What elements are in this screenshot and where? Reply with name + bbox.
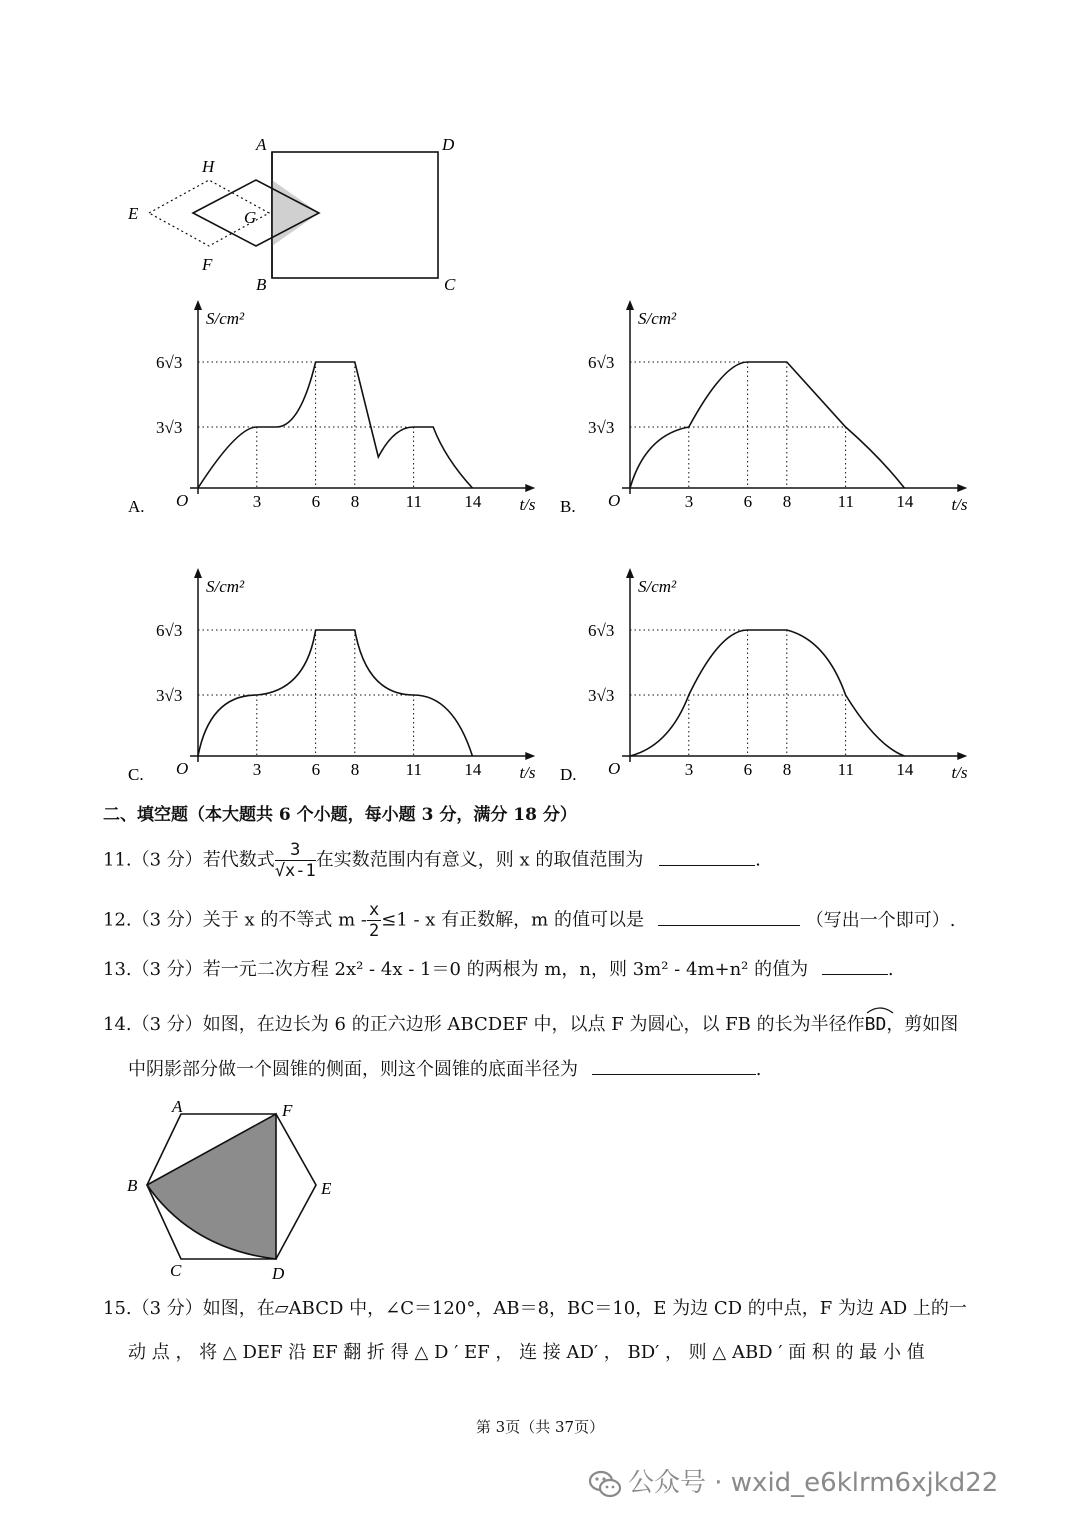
origin-label: O <box>176 491 189 510</box>
q11-fraction <box>275 840 316 881</box>
q12-answer-blank[interactable] <box>658 909 800 926</box>
shaded-sector <box>147 1114 276 1259</box>
x-tick-label: 11 <box>405 760 422 779</box>
x-tick-label: 6 <box>743 760 753 779</box>
x-axis-label: t/s <box>951 495 968 514</box>
x-tick-label: 14 <box>464 760 482 779</box>
x-tick-label: 8 <box>782 760 792 779</box>
x-axis-arrow-icon <box>525 752 535 760</box>
x-tick-label: 11 <box>837 492 854 511</box>
graph-svg-B <box>552 296 972 526</box>
arc-symbol-icon <box>865 1006 895 1014</box>
y-tick-label: 6√3 <box>156 353 183 372</box>
q14-arc-bd: BD <box>865 1010 887 1036</box>
graph-option-D <box>552 564 972 794</box>
option-label: B. <box>560 497 576 516</box>
section-heading: 二、填空题（本大题共 6 个小题，每小题 3 分，满分 18 分） <box>103 805 577 825</box>
y-axis-label: S/cm² <box>206 309 245 328</box>
q12-frac-num: x <box>369 900 380 920</box>
label-D: D <box>442 135 455 154</box>
y-tick-label: 3√3 <box>588 686 615 705</box>
x-tick-label: 8 <box>782 492 792 511</box>
label-G: G <box>244 208 257 227</box>
q13-answer-blank[interactable] <box>822 958 888 975</box>
y-tick-label: 3√3 <box>588 418 615 437</box>
x-tick-label: 3 <box>252 760 262 779</box>
x-tick-label: 3 <box>684 760 694 779</box>
y-tick-label: 6√3 <box>588 353 615 372</box>
x-tick-label: 14 <box>896 760 914 779</box>
question-15-line1: 15.（3 分）如图，在▱ABCD 中，∠C＝120°，AB＝8，BC＝10，E 为边 CD 的中点，F 为边 AD 上的一 <box>103 1298 967 1319</box>
series-curve-D <box>630 630 904 756</box>
y-axis-arrow-icon <box>194 300 202 310</box>
q11-suffix: 在实数范围内有意义，则 x 的取值范围为 <box>315 849 644 871</box>
label-E: E <box>128 204 139 223</box>
q13-text: 13.（3 分）若一元二次方程 2x² - 4x - 1＝0 的两根为 m，n，则 3m² - 4m+n² 的值为 <box>103 959 809 980</box>
option-label: A. <box>128 497 145 516</box>
watermark <box>588 1462 998 1499</box>
y-axis-arrow-icon <box>194 568 202 578</box>
y-axis-label: S/cm² <box>638 577 677 596</box>
wechat-icon <box>588 1469 622 1499</box>
q11-prefix: 11.（3 分）若代数式 <box>103 849 275 871</box>
y-axis-label: S/cm² <box>206 577 245 596</box>
figure-rectangle-rhombus <box>120 130 480 300</box>
graph-option-C <box>120 564 540 794</box>
x-tick-label: 11 <box>837 760 854 779</box>
option-label: C. <box>128 765 144 784</box>
label-A: A <box>256 135 267 154</box>
label-F: F <box>202 255 213 274</box>
option-label: D. <box>560 765 577 784</box>
q11-answer-blank[interactable] <box>659 849 755 866</box>
hex-label-A: A <box>172 1097 183 1116</box>
q11-frac-num: 3 <box>275 840 316 861</box>
q13-end: . <box>887 959 894 980</box>
graph-option-A <box>120 296 540 526</box>
q14-line1-end: ，剪如图 <box>886 1014 959 1035</box>
y-axis-label: S/cm² <box>638 309 677 328</box>
shaded-region <box>272 180 319 246</box>
q14-line1: 14.（3 分）如图，在边长为 6 的正六边形 ABCDEF 中，以点 F 为圆心，以 FB 的长为半径作 <box>103 1014 865 1035</box>
x-axis-arrow-icon <box>957 484 967 492</box>
graph-svg-A <box>120 296 540 526</box>
series-curve-C <box>198 630 472 756</box>
y-axis-arrow-icon <box>626 300 634 310</box>
hex-label-E: E <box>321 1179 332 1198</box>
hex-label-D: D <box>272 1264 285 1283</box>
q14-line2: 中阴影部分做一个圆锥的侧面，则这个圆锥的底面半径为 <box>128 1059 578 1080</box>
question-12 <box>103 900 955 941</box>
origin-label: O <box>608 759 621 778</box>
series-curve-A <box>198 362 472 488</box>
x-axis-arrow-icon <box>957 752 967 760</box>
hex-label-B: B <box>127 1176 138 1195</box>
graph-option-B <box>552 296 972 526</box>
x-tick-label: 6 <box>743 492 753 511</box>
page-footer: 第 3页（共 37页） <box>475 1418 605 1436</box>
figure-hexagon <box>120 1092 350 1288</box>
x-axis-arrow-icon <box>525 484 535 492</box>
x-tick-label: 14 <box>464 492 482 511</box>
y-axis-arrow-icon <box>626 568 634 578</box>
label-C: C <box>444 275 456 294</box>
graph-svg-C <box>120 564 540 794</box>
q14-end: . <box>755 1059 762 1080</box>
q14-answer-blank[interactable] <box>592 1058 756 1075</box>
series-curve-B <box>630 362 904 488</box>
origin-label: O <box>608 491 621 510</box>
label-B: B <box>256 275 267 294</box>
x-tick-label: 6 <box>311 760 321 779</box>
x-tick-label: 6 <box>311 492 321 511</box>
x-tick-label: 8 <box>350 760 360 779</box>
x-axis-label: t/s <box>951 763 968 782</box>
q12-frac-den: 2 <box>369 921 380 941</box>
label-H: H <box>202 157 215 176</box>
q11-end: . <box>755 849 761 871</box>
question-14-line1 <box>103 1010 958 1036</box>
question-15-line2: 动 点 ， 将 △ DEF 沿 EF 翻 折 得 △ D ′ EF ， 连 接 AD′ ， BD′ ， 则 △ ABD ′ 面 积 的 最 小 值 <box>128 1342 925 1363</box>
q11-frac-den: √x-1 <box>274 861 316 881</box>
x-tick-label: 11 <box>405 492 422 511</box>
hex-label-F: F <box>282 1101 293 1120</box>
question-14-line2 <box>128 1058 761 1081</box>
y-tick-label: 3√3 <box>156 686 183 705</box>
question-13 <box>103 958 894 981</box>
q12-middle: ≤1 - x 有正数解，m 的值可以是 <box>381 909 644 931</box>
hex-label-C: C <box>170 1261 182 1280</box>
q12-end: （写出一个即可）. <box>805 909 956 931</box>
y-tick-label: 6√3 <box>156 621 183 640</box>
q12-fraction <box>367 900 381 941</box>
x-tick-label: 3 <box>252 492 262 511</box>
x-tick-label: 3 <box>684 492 694 511</box>
x-axis-label: t/s <box>519 763 536 782</box>
watermark-text: 公众号 · wxid_e6klrm6xjkd22 <box>628 1468 999 1498</box>
q12-prefix: 12.（3 分）关于 x 的不等式 m - <box>103 909 367 931</box>
x-tick-label: 14 <box>896 492 914 511</box>
y-tick-label: 6√3 <box>588 621 615 640</box>
x-axis-label: t/s <box>519 495 536 514</box>
origin-label: O <box>176 759 189 778</box>
graph-svg-D <box>552 564 972 794</box>
question-11 <box>103 840 761 881</box>
x-tick-label: 8 <box>350 492 360 511</box>
y-tick-label: 3√3 <box>156 418 183 437</box>
